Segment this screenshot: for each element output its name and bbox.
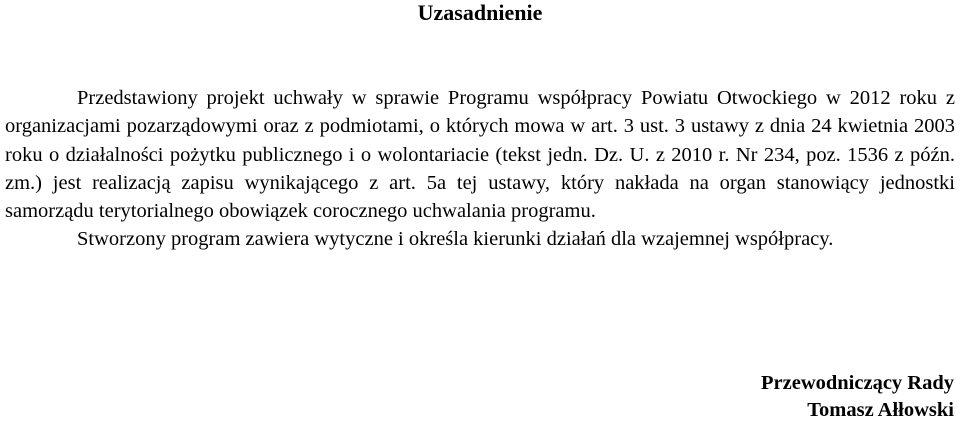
paragraph: Przedstawiony projekt uchwały w sprawie Programu współpracy Powiatu Otwockiego w 2012 roku z organizacjami pozarządowymi oraz z podmiotami, o których mowa w art. 3 ust. 3 ustawy z dnia 24 kwietnia 2003 roku o działalności pożytku publicznego i o wolontariacie (tekst jedn. Dz. U. z 2010 r. Nr 234, poz. 1536 z późn. zm.) jest realizacją zapisu wynikającego z art. 5a tej ustawy, który nakłada na organ stanowiący jednostki samorządu terytorialnego obowiązek corocznego uchwalania programu. [5, 87, 955, 223]
paragraph: Stworzony program zawiera wytyczne i określa kierunki działań dla wzajemnej współpracy. [77, 228, 834, 251]
signature-name: Tomasz Ałłowski [807, 399, 954, 421]
signature-role: Przewodniczący Rady [761, 372, 954, 394]
document-title: Uzasadnienie [417, 0, 543, 25]
signature-block [761, 370, 954, 424]
document-body [5, 84, 955, 254]
